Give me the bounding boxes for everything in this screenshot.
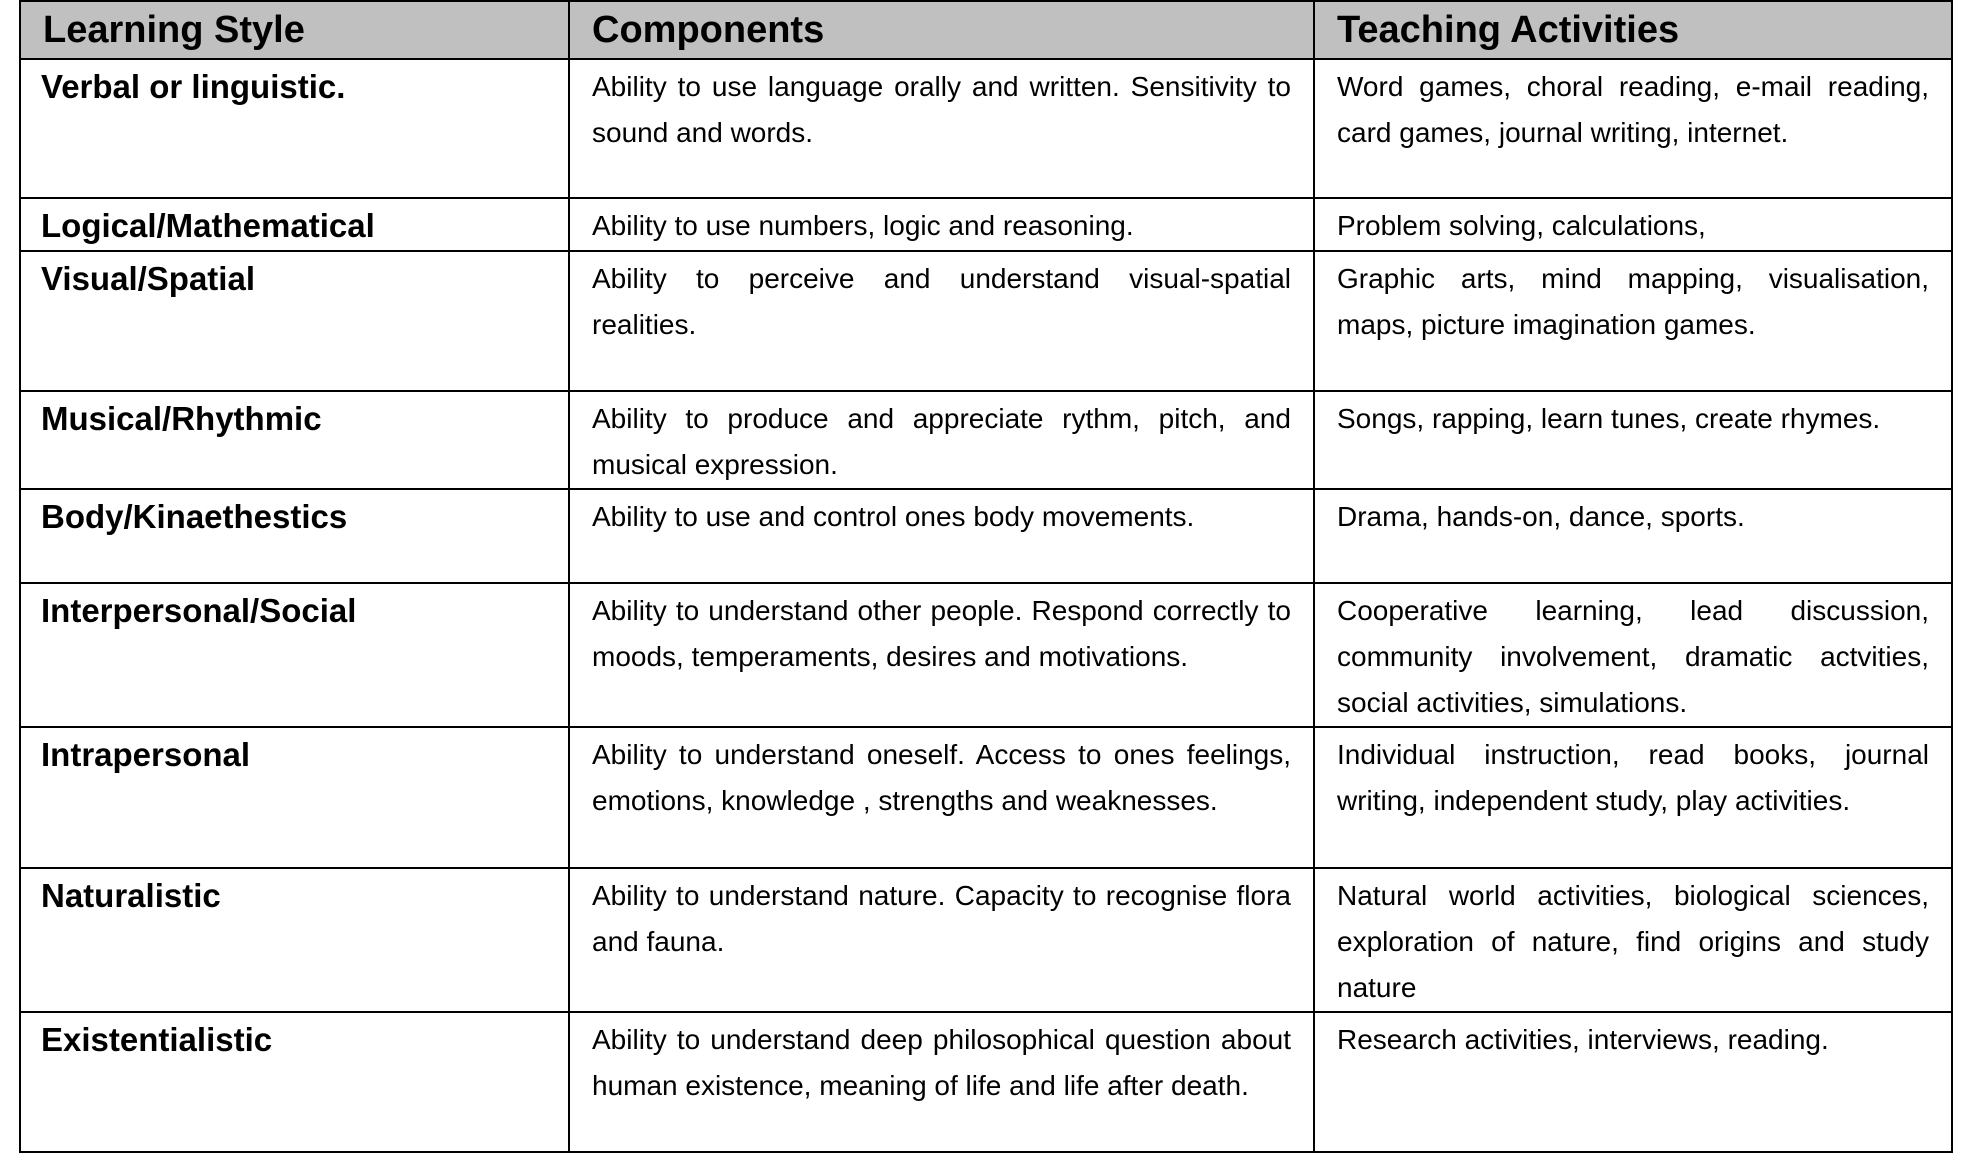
learning-styles-table	[19, 0, 1953, 1153]
learning-style-cell: Logical/Mathematical	[20, 198, 569, 251]
activities-cell: Research activities, interviews, reading.	[1314, 1012, 1952, 1152]
table-row	[20, 59, 1952, 198]
components-cell: Ability to use language orally and written. Sensitivity to sound and words.	[569, 59, 1314, 198]
header-learning-style: Learning Style	[20, 1, 569, 59]
header-components: Components	[569, 1, 1314, 59]
table-row	[20, 868, 1952, 1012]
components-cell: Ability to produce and appreciate rythm, pitch, and musical expression.	[569, 391, 1314, 489]
activities-cell: Graphic arts, mind mapping, visualisation, maps, picture imagination games.	[1314, 251, 1952, 391]
header-teaching-activities: Teaching Activities	[1314, 1, 1952, 59]
header-row	[20, 1, 1952, 59]
learning-style-cell: Body/Kinaethestics	[20, 489, 569, 583]
learning-style-cell: Existentialistic	[20, 1012, 569, 1152]
table-row	[20, 727, 1952, 868]
activities-cell: Natural world activities, biological sciences, exploration of nature, find origins and study nature	[1314, 868, 1952, 1012]
activities-cell: Cooperative learning, lead discussion, community involvement, dramatic actvities, social activities, simulations.	[1314, 583, 1952, 727]
learning-style-cell: Intrapersonal	[20, 727, 569, 868]
activities-cell: Problem solving, calculations,	[1314, 198, 1952, 251]
components-cell: Ability to understand other people. Respond correctly to moods, temperaments, desires and motivations.	[569, 583, 1314, 727]
table-row	[20, 489, 1952, 583]
table-row	[20, 391, 1952, 489]
activities-cell: Individual instruction, read books, journal writing, independent study, play activities.	[1314, 727, 1952, 868]
components-cell: Ability to understand oneself. Access to ones feelings, emotions, knowledge , strengths and weaknesses.	[569, 727, 1314, 868]
components-cell: Ability to use and control ones body movements.	[569, 489, 1314, 583]
learning-style-cell: Musical/Rhythmic	[20, 391, 569, 489]
components-cell: Ability to understand nature. Capacity to recognise flora and fauna.	[569, 868, 1314, 1012]
learning-style-cell: Visual/Spatial	[20, 251, 569, 391]
activities-cell: Songs, rapping, learn tunes, create rhymes.	[1314, 391, 1952, 489]
activities-cell: Word games, choral reading, e-mail reading, card games, journal writing, internet.	[1314, 59, 1952, 198]
learning-style-cell: Naturalistic	[20, 868, 569, 1012]
table-row	[20, 583, 1952, 727]
components-cell: Ability to use numbers, logic and reasoning.	[569, 198, 1314, 251]
learning-style-cell: Verbal or linguistic.	[20, 59, 569, 198]
table-row	[20, 1012, 1952, 1152]
table-row	[20, 198, 1952, 251]
learning-style-cell: Interpersonal/Social	[20, 583, 569, 727]
components-cell: Ability to understand deep philosophical question about human existence, meaning of life and life after death.	[569, 1012, 1314, 1152]
activities-cell: Drama, hands-on, dance, sports.	[1314, 489, 1952, 583]
components-cell: Ability to perceive and understand visual-spatial realities.	[569, 251, 1314, 391]
table-row	[20, 251, 1952, 391]
